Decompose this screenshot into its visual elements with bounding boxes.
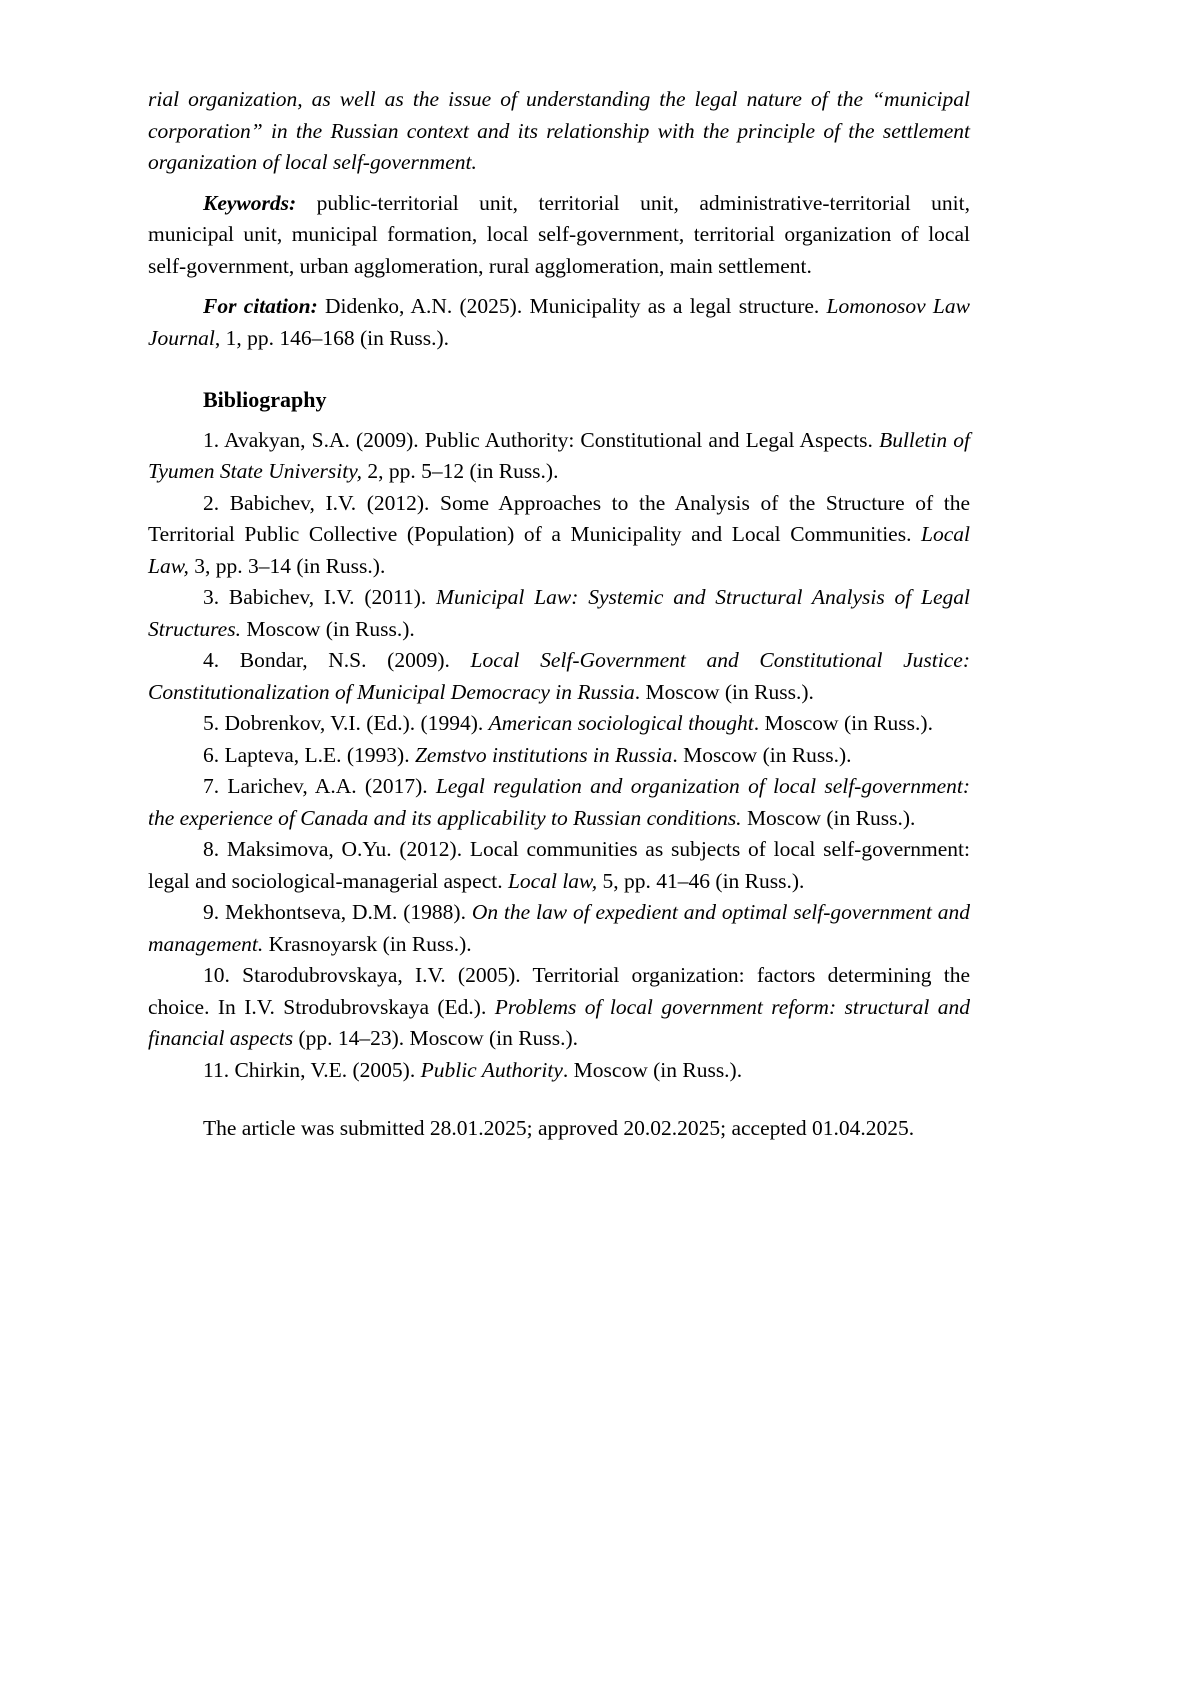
keywords-run-1: Keywords:	[203, 190, 317, 215]
reference-8-run-2: Local law,	[507, 868, 598, 893]
reference-3-run-2: Municipal Law: Systemic and Structural Analysis of Legal Structures.	[148, 585, 970, 641]
submission-note-run-1: The article was submitted 28.01.2025; approved 20.02.2025; accepted 01.04.2025.	[203, 1116, 915, 1140]
reference-1-run-1: 1. Avakyan, S.A. (2009). Public Authority: Constitutional and Legal Aspects.	[203, 427, 880, 452]
reference-7-run-1: 7. Larichev, A.A. (2017).	[203, 774, 436, 798]
reference-10-run-1: 10. Starodubrovskaya, I.V. (2005). Territorial organization: factors determining the choice. In I.V. Strodubrovskaya (Ed.).	[148, 963, 970, 1019]
reference-11-run-3: . Moscow (in Russ.).	[562, 1057, 743, 1082]
reference-7	[148, 771, 970, 834]
reference-8-run-1: 8. Maksimova, O.Yu. (2012). Local communities as subjects of local self-government: legal and sociological-managerial aspect.	[148, 837, 970, 893]
reference-3-run-1: 3. Babichev, I.V. (2011).	[203, 585, 437, 609]
reference-4-run-1: 4. Bondar, N.S. (2009).	[203, 648, 471, 672]
reference-5-run-2: American sociological thought	[488, 711, 754, 735]
reference-6-run-1: 6. Lapteva, L.E. (1993).	[203, 742, 415, 767]
reference-9	[148, 897, 970, 960]
reference-5-run-1: 5. Dobrenkov, V.I. (Ed.). (1994).	[203, 711, 489, 735]
reference-11-run-1: 11. Chirkin, V.E. (2005).	[203, 1057, 421, 1082]
reference-2-run-3: 3, pp. 3–14 (in Russ.).	[188, 553, 386, 578]
reference-2	[148, 488, 970, 583]
citation-run-2: Didenko, A.N. (2025). Municipality as a legal structure.	[325, 294, 827, 318]
reference-9-run-2: On the law of expedient and optimal self-government and management.	[148, 900, 970, 956]
citation-run-4: , 1, pp. 146–168 (in Russ.).	[214, 325, 450, 350]
bibliography-heading-run-1: Bibliography	[203, 387, 327, 412]
reference-6	[148, 740, 970, 772]
reference-8-run-3: 5, pp. 41–46 (in Russ.).	[597, 868, 805, 893]
reference-10-run-2: Problems of local government reform: structural and financial aspects	[148, 994, 970, 1050]
reference-4-run-2: Local Self-Government and Constitutional Justice: Constitutionalization of Municipal Democracy in Russia	[148, 648, 970, 704]
submission-note	[203, 1113, 970, 1145]
reference-4-run-3: . Moscow (in Russ.).	[634, 679, 814, 704]
reference-5-run-3: . Moscow (in Russ.).	[753, 711, 933, 735]
reference-10-run-3: (pp. 14–23). Moscow (in Russ.).	[293, 1026, 578, 1050]
reference-9-run-3: Krasnoyarsk (in Russ.).	[263, 931, 472, 956]
reference-11-run-2: Public Authority	[420, 1057, 563, 1082]
abstract-continuation-run-1: rial organization, as well as the issue of understanding the legal nature of the “municipal corporation” in the Russian context and its relationship with the principle of the settlement organization of local self-government.	[148, 87, 970, 174]
reference-1	[148, 425, 970, 488]
reference-2-run-1: 2. Babichev, I.V. (2012). Some Approaches to the Analysis of the Structure of the Territorial Public Collective (Population) of a Municipality and Local Communities.	[148, 490, 970, 546]
reference-1-run-2: Bulletin of Tyumen State University,	[148, 427, 970, 483]
reference-7-run-2: Legal regulation and organization of local self-government: the experience of Canada and its applicability to Russian conditions.	[148, 774, 970, 830]
citation-run-1: For citation:	[203, 294, 325, 318]
bibliography-heading	[148, 384, 970, 416]
reference-5	[148, 708, 970, 740]
reference-1-run-3: 2, pp. 5–12 (in Russ.).	[361, 459, 559, 483]
keywords	[148, 188, 970, 283]
reference-3	[148, 582, 970, 645]
citation	[148, 291, 970, 354]
reference-4	[148, 645, 970, 708]
reference-6-run-3: . Moscow (in Russ.).	[672, 742, 852, 767]
reference-11	[148, 1055, 970, 1087]
abstract-continuation	[148, 84, 970, 179]
reference-3-run-3: Moscow (in Russ.).	[240, 616, 415, 641]
citation-run-3: Lomonosov Law Journal	[148, 294, 970, 350]
reference-10	[148, 960, 970, 1055]
reference-8	[148, 834, 970, 897]
keywords-run-2: public-territorial unit, territorial unit, administrative-territorial unit, municipal unit, municipal formation, local self-government, territorial organization of local self-government, urban agglomeration, rural agglomeration, main settlement.	[148, 190, 970, 278]
reference-2-run-2: Local Law,	[148, 522, 970, 578]
reference-7-run-3: Moscow (in Russ.).	[741, 805, 916, 830]
page-content	[148, 84, 970, 1145]
reference-9-run-1: 9. Mekhontseva, D.M. (1988).	[203, 900, 472, 924]
reference-6-run-2: Zemstvo institutions in Russia	[414, 742, 673, 767]
